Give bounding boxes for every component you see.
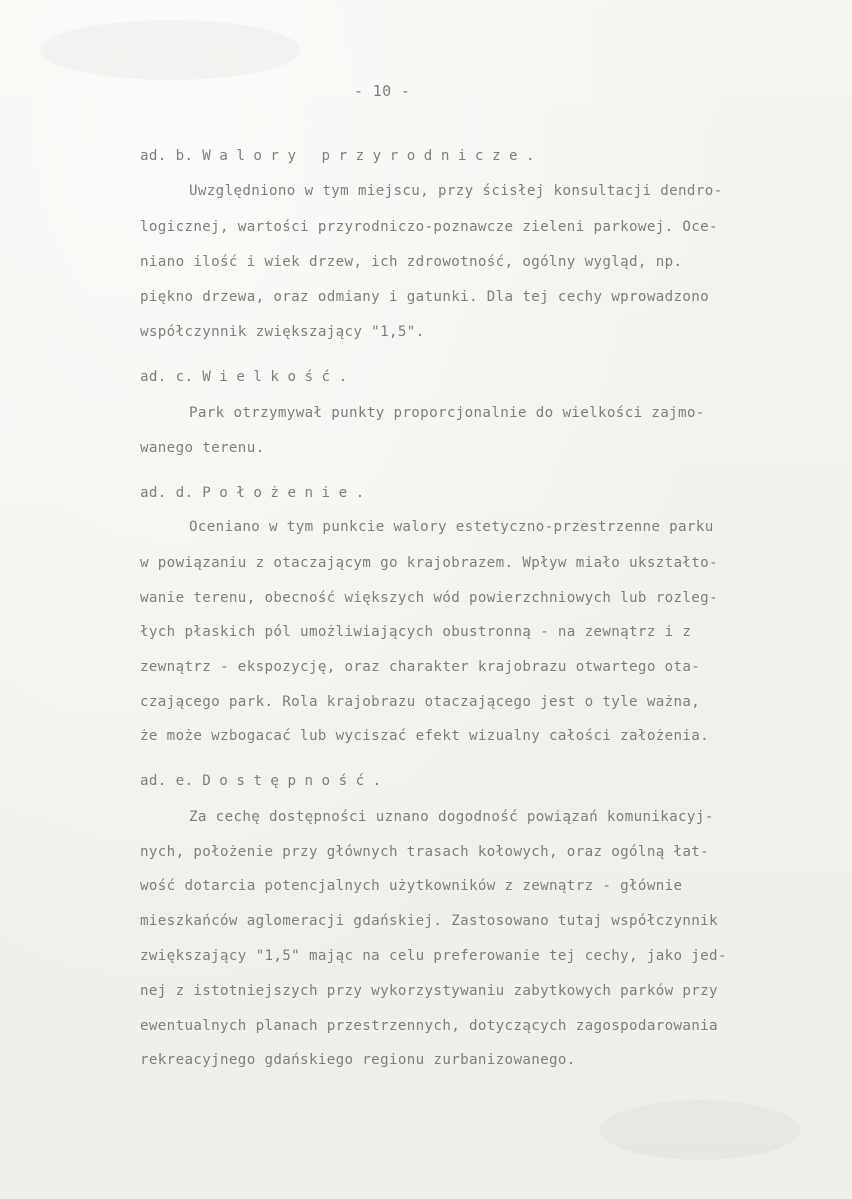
paragraph-line: nych, położenie przy głównych trasach kołowych, oraz ogólną łat- [140, 844, 710, 860]
paragraph-line: czającego park. Rola krajobrazu otaczającego jest o tyle ważna, [140, 694, 701, 710]
paragraph-line: nej z istotniejszych przy wykorzystywaniu zabytkowych parków przy [140, 983, 718, 999]
paragraph-line: wość dotarcia potencjalnych użytkowników z zewnątrz - głównie [140, 878, 683, 894]
page-number: - 10 - [354, 82, 411, 100]
paragraph-line: że może wzbogacać lub wyciszać efekt wizualny całości założenia. [140, 728, 710, 744]
paragraph-line: ewentualnych planach przestrzennych, dotyczących zagospodarowania [140, 1018, 718, 1034]
paper-smudge [600, 1100, 800, 1160]
section-heading [140, 485, 373, 501]
paragraph-line: w powiązaniu z otaczającym go krajobrazem. Wpływ miało ukształto- [140, 555, 718, 571]
section-label: ad. b. [140, 148, 194, 164]
section-label: ad. d. [140, 485, 194, 501]
paper-smudge [40, 20, 300, 80]
paragraph-line: niano ilość i wiek drzew, ich zdrowotność, ogólny wygląd, np. [140, 254, 683, 270]
section-heading [140, 773, 390, 789]
paragraph-line: Park otrzymywał punkty proporcjonalnie do wielkości zajmo- [189, 405, 705, 421]
paragraph-line: zwiększający "1,5" mając na celu preferowanie tej cechy, jako jed- [140, 948, 727, 964]
paragraph-line: Uwzględniono w tym miejscu, przy ścisłej konsultacji dendro- [189, 183, 723, 199]
paragraph-line: Za cechę dostępności uznano dogodność powiązań komunikacyj- [189, 809, 714, 825]
section-heading [140, 148, 543, 164]
paragraph-line: Oceniano w tym punkcie walory estetyczno-przestrzenne parku [189, 519, 714, 535]
section-label: ad. c. [140, 369, 194, 385]
paragraph-line: wanego terenu. [140, 440, 265, 456]
paragraph-line: piękno drzewa, oraz odmiany i gatunki. Dla tej cechy wprowadzono [140, 289, 710, 305]
paragraph-line: zewnątrz - ekspozycję, oraz charakter krajobrazu otwartego ota- [140, 659, 701, 675]
section-title: Położenie. [202, 485, 373, 501]
paragraph-line: rekreacyjnego gdańskiego regionu zurbanizowanego. [140, 1052, 576, 1068]
section-heading [140, 369, 356, 385]
paragraph-line: łych płaskich pól umożliwiających obustronną - na zewnątrz i z [140, 624, 692, 640]
paragraph-line: współczynnik zwiększający "1,5". [140, 324, 425, 340]
section-title: Walory przyrodnicze. [202, 148, 544, 164]
section-label: ad. e. [140, 773, 194, 789]
section-title: Wielkość. [202, 369, 356, 385]
paragraph-line: mieszkańców aglomeracji gdańskiej. Zastosowano tutaj współczynnik [140, 913, 718, 929]
paragraph-line: logicznej, wartości przyrodniczo-poznawcze zieleni parkowej. Oce- [140, 219, 718, 235]
paragraph-line: wanie terenu, obecność większych wód powierzchniowych lub rozleg- [140, 590, 718, 606]
section-title: Dostępność. [202, 773, 390, 789]
